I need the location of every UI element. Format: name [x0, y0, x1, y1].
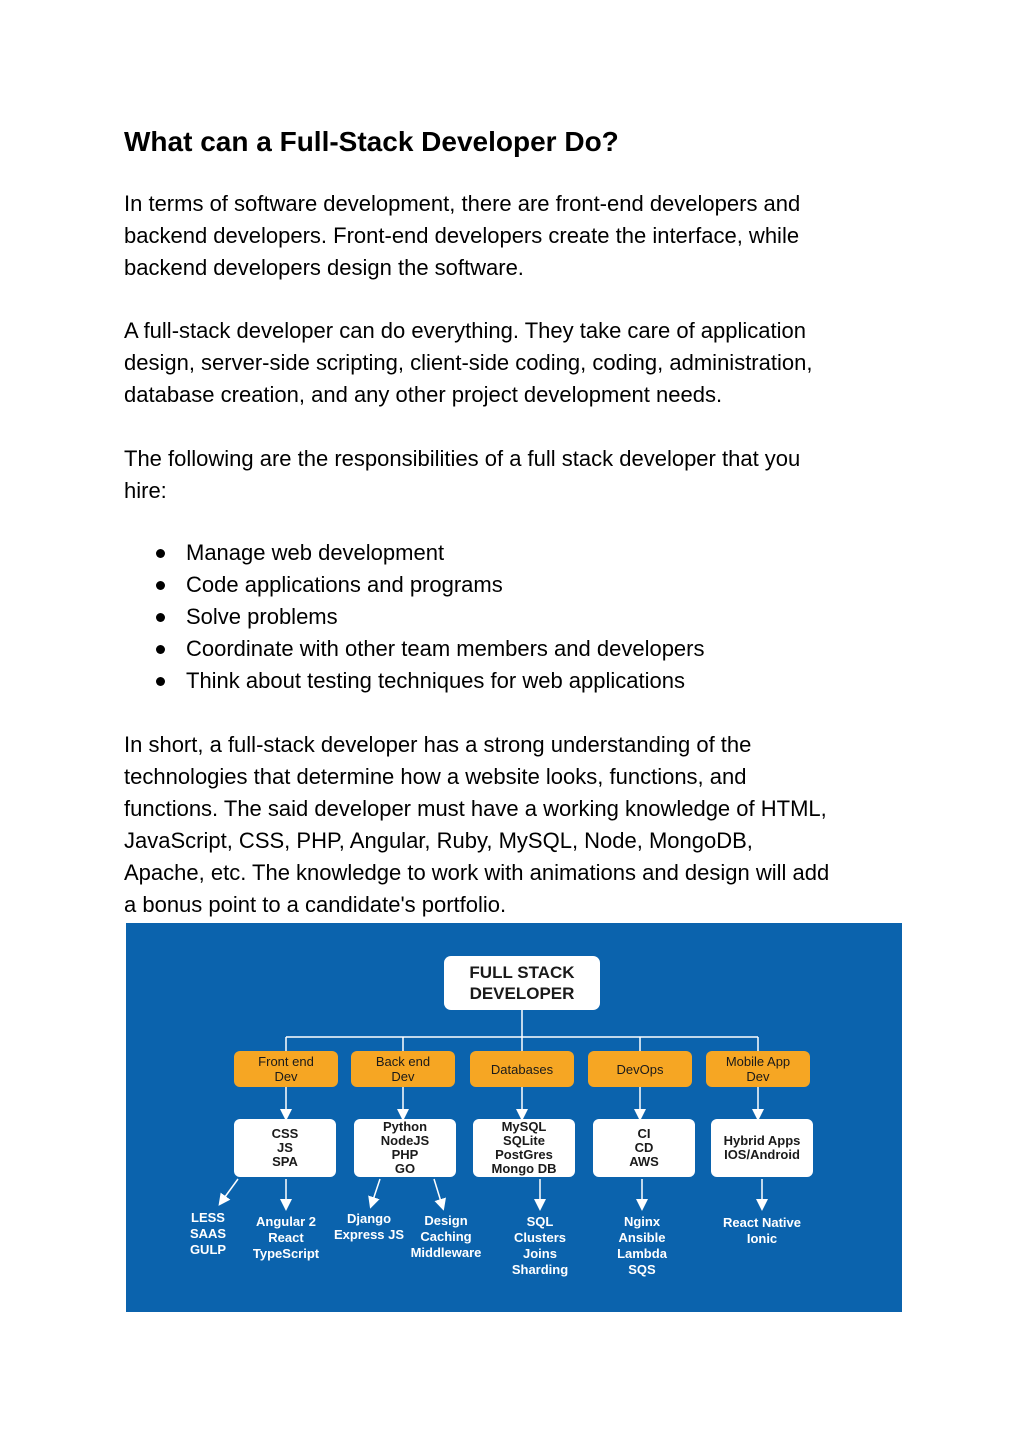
category-mobile: Mobile App Dev: [706, 1051, 810, 1087]
bullet-icon: [156, 549, 165, 558]
responsibilities-list: [154, 537, 705, 697]
list-item: [154, 569, 705, 601]
list-item-text: Manage web development: [186, 540, 445, 565]
tech-devops: CI CD AWS: [593, 1119, 695, 1177]
text-line: A full-stack developer can do everything. They take care of application: [124, 318, 806, 343]
summary-paragraph: [124, 729, 914, 921]
page-title: What can a Full-Stack Developer Do?: [124, 126, 619, 157]
tech-databases: MySQL SQLite PostGres Mongo DB: [473, 1119, 575, 1177]
text-line: a bonus point to a candidate's portfolio.: [124, 892, 507, 917]
list-item-text: Think about testing techniques for web applications: [186, 668, 685, 693]
text-line: technologies that determine how a website looks, functions, and: [124, 764, 747, 789]
list-item-text: Code applications and programs: [186, 572, 503, 597]
bullet-icon: [156, 613, 165, 622]
fullstack-paragraph: [124, 315, 914, 411]
text-line: hire:: [124, 478, 167, 503]
leaf-devops-tools: Nginx Ansible Lambda SQS: [617, 1214, 667, 1277]
category-databases: Databases: [470, 1051, 574, 1087]
responsibilities-intro: [124, 443, 914, 507]
list-item: [154, 665, 705, 697]
arrow-icon: [372, 1179, 380, 1203]
arrow-icon: [222, 1179, 238, 1201]
bullet-icon: [156, 677, 165, 686]
text-line: In terms of software development, there are front-end developers and: [124, 191, 801, 216]
category-backend: Back end Dev: [351, 1051, 455, 1087]
category-frontend: Front end Dev: [234, 1051, 338, 1087]
leaf-frontend-tools: LESS SAAS GULP: [189, 1210, 227, 1257]
tech-mobile: Hybrid Apps IOS/Android: [711, 1119, 813, 1177]
text-line: The following are the responsibilities of a full stack developer that you: [124, 446, 801, 471]
leaf-backend-frameworks: Django Express JS: [333, 1211, 405, 1242]
list-item: [154, 537, 705, 569]
arrow-icon: [434, 1179, 442, 1205]
list-item-text: Coordinate with other team members and developers: [186, 636, 705, 661]
leaf-mobile-frameworks: React Native Ionic: [722, 1215, 802, 1246]
text-line: In short, a full-stack developer has a strong understanding of the: [124, 732, 752, 757]
text-line: JavaScript, CSS, PHP, Angular, Ruby, MySQL, Node, MongoDB,: [124, 828, 753, 853]
tech-frontend: CSS JS SPA: [234, 1119, 336, 1177]
bullet-icon: [156, 581, 165, 590]
text-line: design, server-side scripting, client-side coding, coding, administration,: [124, 350, 813, 375]
leaf-backend-concepts: Design Caching Middleware: [410, 1213, 482, 1260]
intro-paragraph: [124, 188, 914, 284]
text-line: backend developers. Front-end developers create the interface, while: [124, 223, 800, 248]
list-item-text: Solve problems: [186, 604, 338, 629]
list-item: [154, 601, 705, 633]
bullet-icon: [156, 645, 165, 654]
text-line: backend developers design the software.: [124, 255, 524, 280]
leaf-frontend-frameworks: Angular 2 React TypeScript: [252, 1214, 320, 1261]
leaf-databases-concepts: SQL Clusters Joins Sharding: [511, 1214, 569, 1277]
list-item: [154, 633, 705, 665]
fullstack-diagram: [126, 923, 902, 1312]
text-line: Apache, etc. The knowledge to work with animations and design will add: [124, 860, 830, 885]
category-devops: DevOps: [588, 1051, 692, 1087]
text-line: functions. The said developer must have a working knowledge of HTML,: [124, 796, 827, 821]
tech-backend: Python NodeJS PHP GO: [354, 1119, 456, 1177]
text-line: database creation, and any other project development needs.: [124, 382, 723, 407]
diagram-root-node: FULL STACK DEVELOPER: [444, 956, 600, 1010]
